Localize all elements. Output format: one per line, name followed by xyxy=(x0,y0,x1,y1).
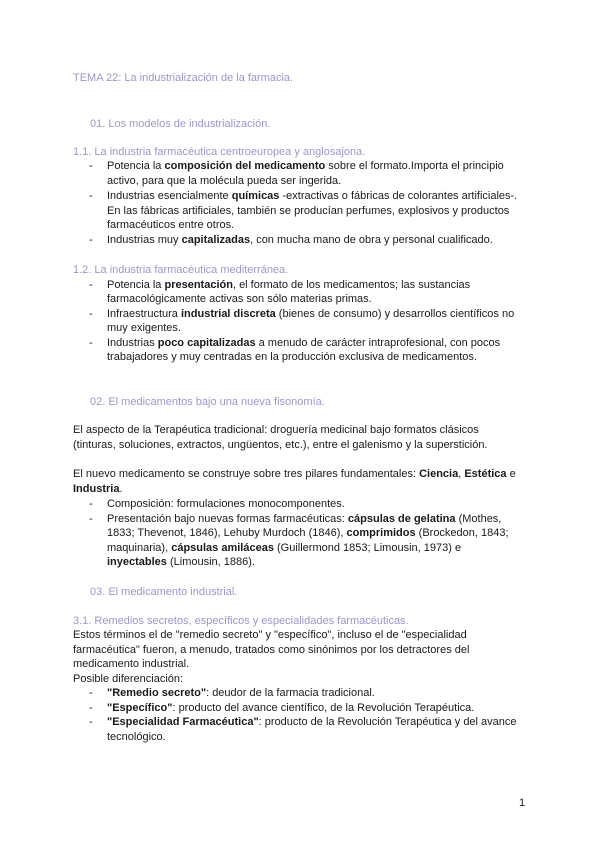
list-item: Industrias poco capitalizadas a menudo de carácter intraprofesional, con pocos xyxy=(107,337,501,349)
list-item-continuation: inyectables (Limousin, 1886). xyxy=(107,556,255,568)
list-item: "Especialidad Farmacéutica": producto de la Revolución Terapéutica y del avance xyxy=(107,716,517,728)
subsection-3-1-heading: 3.1. Remedios secretos, específicos y especialidades farmacéuticas. xyxy=(73,615,409,627)
paragraph-line: (tinturas, soluciones, extractos, ungüentos, etc.), entre el galenismo y la superstición. xyxy=(73,439,488,451)
bullet-dash: - xyxy=(89,190,93,202)
list-item: Composición: formulaciones monocomponentes. xyxy=(107,498,345,510)
paragraph-line: El aspecto de la Terapéutica tradicional: droguería medicinal bajo formatos clásicos xyxy=(73,424,479,436)
list-item-continuation: maquinaria), cápsulas amiláceas (Guillermond 1853; Limousin, 1973) e xyxy=(107,542,462,554)
paragraph-line: medicamento industrial. xyxy=(73,658,190,670)
bullet-dash: - xyxy=(89,308,93,320)
list-item-continuation: tecnológico. xyxy=(107,731,166,743)
page-number: 1 xyxy=(519,797,526,809)
paragraph-line: Industria. xyxy=(73,483,123,495)
list-item: Industrias muy capitalizadas, con mucha mano de obra y personal cualificado. xyxy=(107,234,493,246)
section-02-heading: 02. El medicamentos bajo una nueva fisonomía. xyxy=(90,396,325,408)
document-title: TEMA 22: La industrialización de la farmacia. xyxy=(73,72,294,84)
list-item-continuation: muy exigentes. xyxy=(107,322,181,334)
list-item: "Remedio secreto": deudor de la farmacia tradicional. xyxy=(107,687,375,699)
bullet-dash: - xyxy=(89,337,93,349)
list-item: Infraestructura industrial discreta (bienes de consumo) y desarrollos científicos no xyxy=(107,308,515,320)
list-item: Industrias esencialmente químicas -extractivas o fábricas de colorantes artificiales-. xyxy=(107,190,518,202)
list-item: Presentación bajo nuevas formas farmacéuticas: cápsulas de gelatina (Mothes, xyxy=(107,513,502,525)
paragraph-line: Posible diferenciación: xyxy=(73,673,184,685)
paragraph-line: farmacéutica" fueron, a menudo, tratados como sinónimos por los detractores del xyxy=(73,644,470,656)
list-item-continuation: activo, para que la molécula pueda ser ingerida. xyxy=(107,175,342,187)
subsection-1-1-heading: 1.1. La industria farmacéutica centroeuropea y anglosajona. xyxy=(73,146,366,158)
bullet-dash: - xyxy=(89,234,93,246)
list-item-continuation: trabajadores y muy centradas en la producción exclusiva de medicamentos. xyxy=(107,351,477,363)
bullet-dash: - xyxy=(89,279,93,291)
list-item-continuation: farmacéuticos entre otros. xyxy=(107,219,235,231)
paragraph-line: Estos términos el de "remedio secreto" y "específico", incluso el de "especialidad xyxy=(73,629,467,641)
bullet-dash: - xyxy=(89,498,93,510)
bullet-dash: - xyxy=(89,716,93,728)
bullet-dash: - xyxy=(89,160,93,172)
section-03-heading: 03. El medicamento industrial. xyxy=(90,586,238,598)
list-item: Potencia la presentación, el formato de los medicamentos; las sustancias xyxy=(107,279,471,291)
subsection-1-2-heading: 1.2. La industria farmacéutica mediterránea. xyxy=(73,264,289,276)
section-01-heading: 01. Los modelos de industrialización. xyxy=(90,118,271,130)
list-item: Potencia la composición del medicamento sobre el formato.Importa el principio xyxy=(107,160,504,172)
list-item-continuation: 1833; Thevenot, 1846), Lehuby Murdoch (1846), comprimidos (Brockedon, 1843; xyxy=(107,527,509,539)
bullet-dash: - xyxy=(89,513,93,525)
paragraph-line: El nuevo medicamento se construye sobre tres pilares fundamentales: Ciencia, Estética e xyxy=(73,468,516,480)
list-item-continuation: En las fábricas artificiales, también se producían perfumes, explosivos y productos xyxy=(107,205,510,217)
list-item-continuation: farmacológicamente activas son sólo materias primas. xyxy=(107,293,372,305)
list-item: "Específico": producto del avance científico, de la Revolución Terapéutica. xyxy=(107,702,475,714)
bullet-dash: - xyxy=(89,687,93,699)
bullet-dash: - xyxy=(89,702,93,714)
